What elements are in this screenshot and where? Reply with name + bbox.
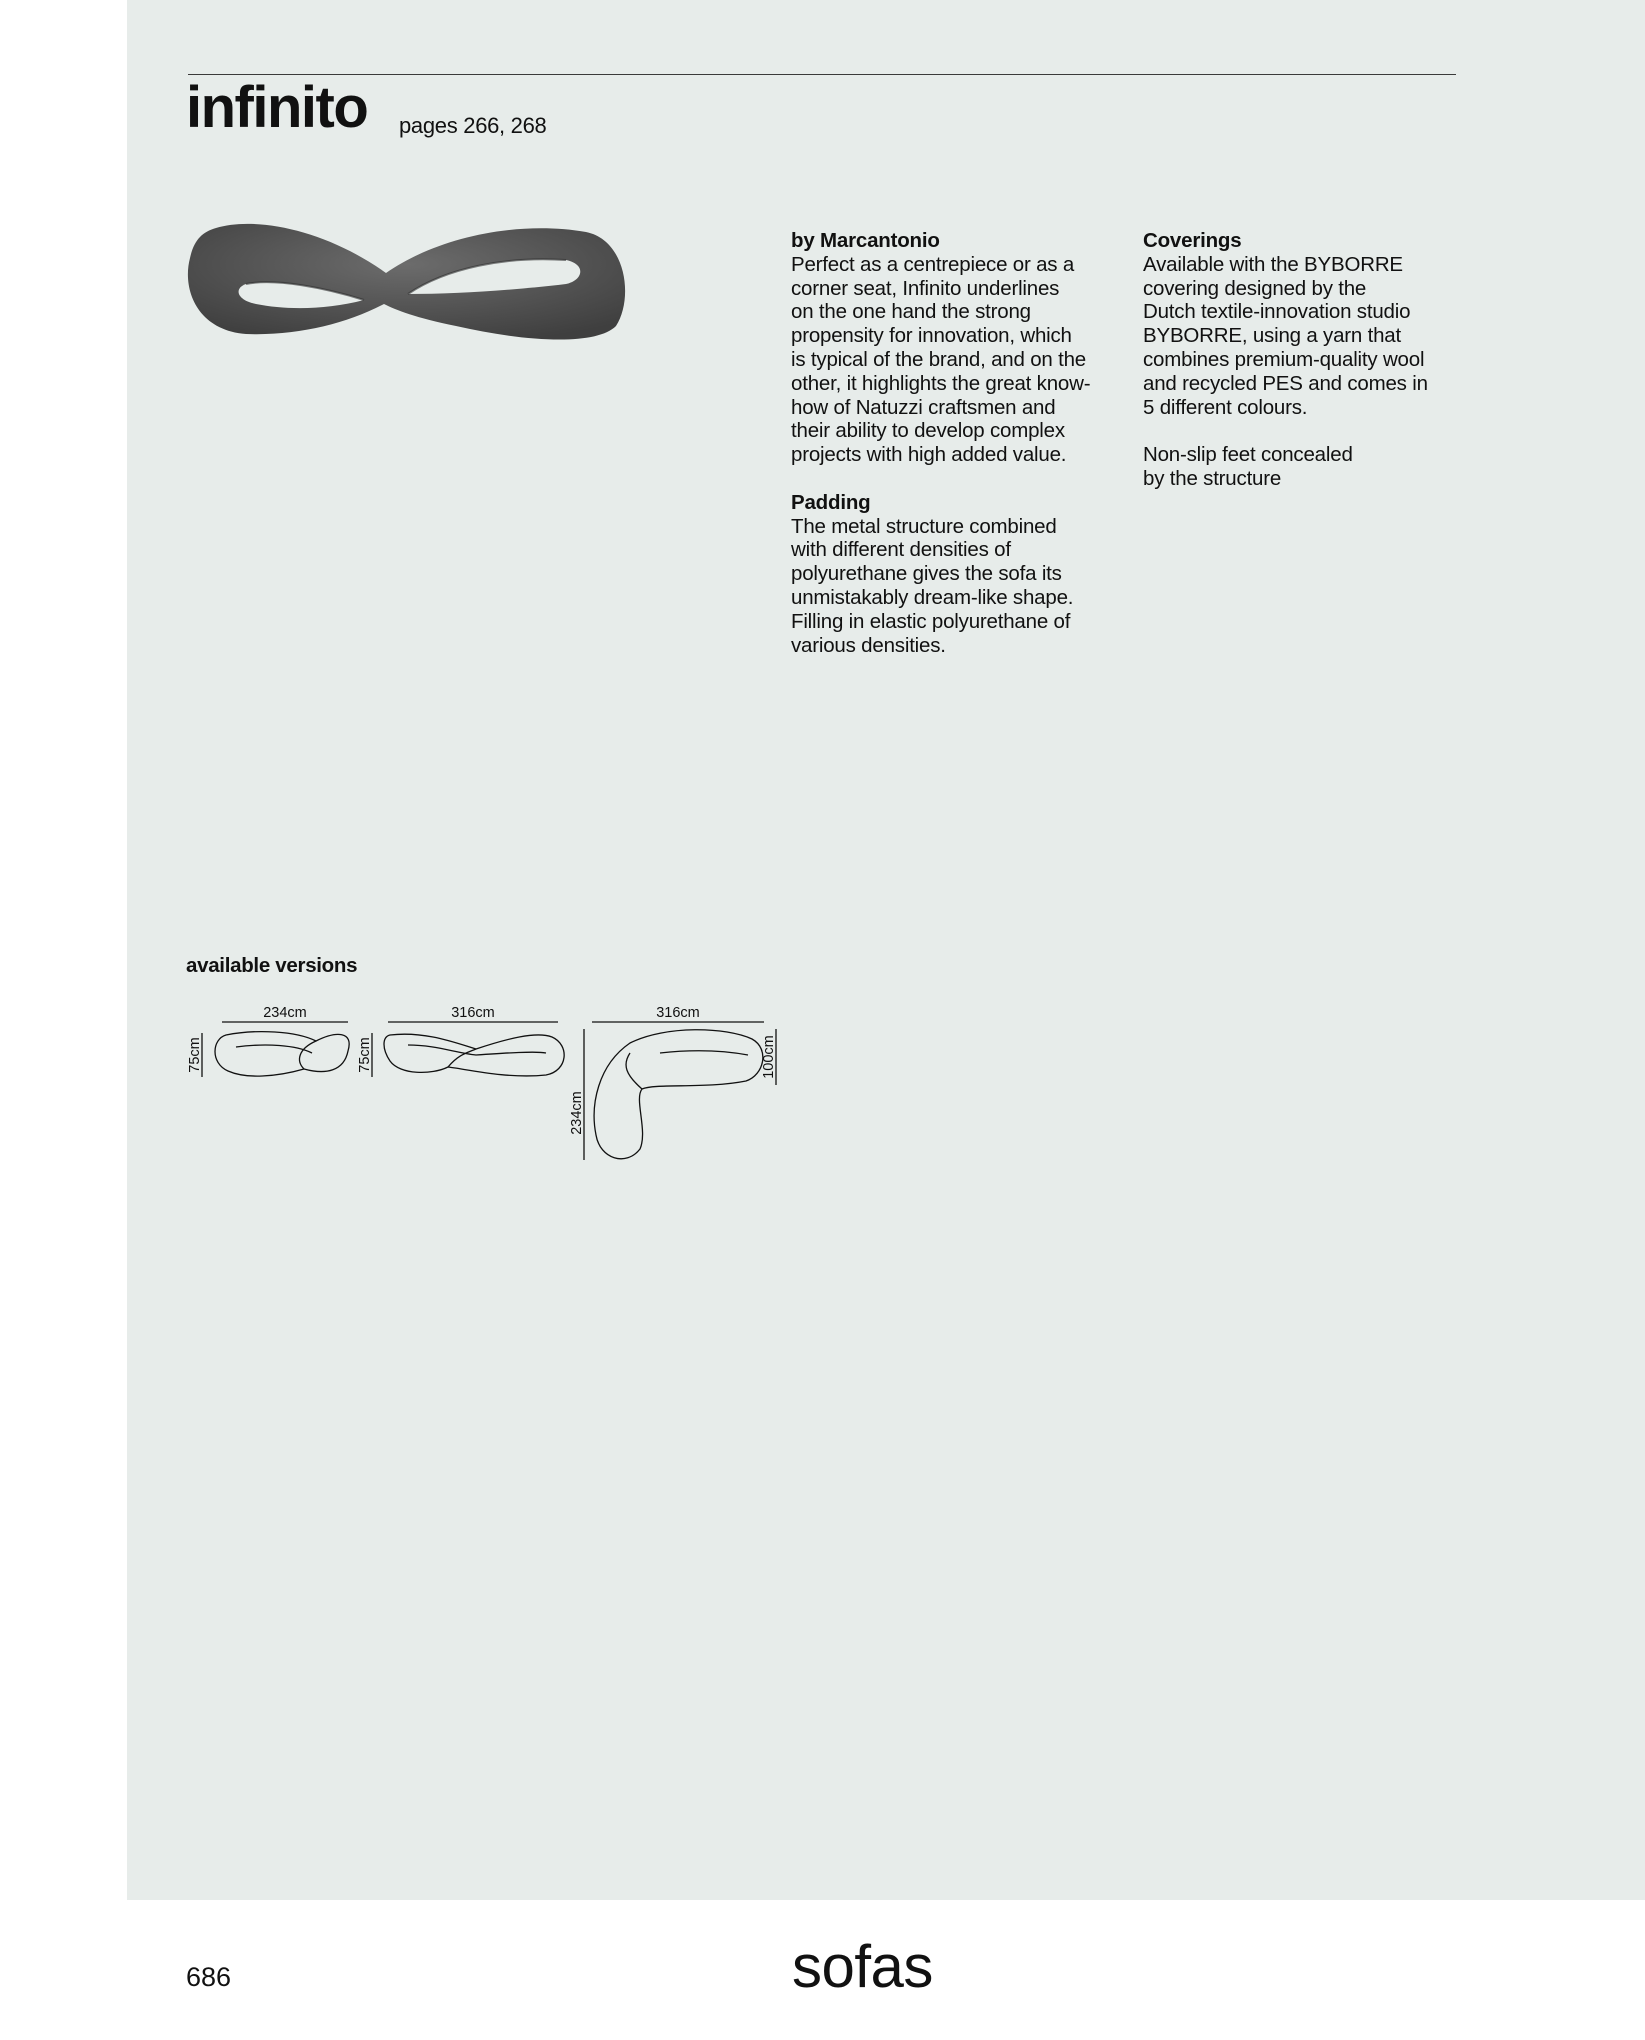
version-3-width-label: 316cm <box>656 1005 700 1021</box>
page-reference: pages 266, 268 <box>399 113 547 138</box>
designer-heading: by Marcantonio <box>791 229 940 252</box>
version-2-drawing <box>372 1022 564 1077</box>
padding-text: The metal structure combined with different densities of polyurethane gives the sofa its unmistakably dream-like shape. Filling in elastic polyurethane of various densities. <box>791 514 1074 657</box>
coverings-text: Available with the BYBORRE covering designed by the Dutch textile-innovation studio BYBORRE, using a yarn that combines premium-quality wool and recycled PES and comes in 5 different colours. <box>1143 252 1428 419</box>
version-1-width-label: 234cm <box>263 1005 307 1021</box>
product-title: infinito <box>186 75 368 140</box>
versions-title: available versions <box>186 954 358 977</box>
designer-text: Perfect as a centrepiece or as a corner seat, Infinito underlines on the one hand the strong propensity for innovation, which is typical of the brand, and on the other, it highlights the great know- how of Natuzzi craftsmen and their ability to develop complex projects with high added value. <box>791 252 1091 467</box>
section-title: sofas <box>792 1933 933 2000</box>
versions-drawings <box>186 995 796 1165</box>
page-number: 686 <box>186 1962 232 1992</box>
coverings-heading: Coverings <box>1143 229 1242 252</box>
header-rule <box>188 74 1456 75</box>
version-2-height-label: 75cm <box>357 1037 373 1073</box>
version-3-height-label: 100cm <box>761 1035 777 1079</box>
version-2-width-label: 316cm <box>451 1005 495 1021</box>
version-3-drawing <box>584 1022 776 1160</box>
version-1-drawing <box>202 1022 349 1077</box>
version-1-height-label: 75cm <box>187 1037 203 1073</box>
version-3-depth-label: 234cm <box>569 1091 585 1135</box>
feet-text: Non-slip feet concealed by the structure <box>1143 443 1353 490</box>
product-photo <box>186 218 630 346</box>
description-column <box>791 229 1131 657</box>
coverings-column <box>1143 229 1483 491</box>
padding-heading: Padding <box>791 490 871 514</box>
